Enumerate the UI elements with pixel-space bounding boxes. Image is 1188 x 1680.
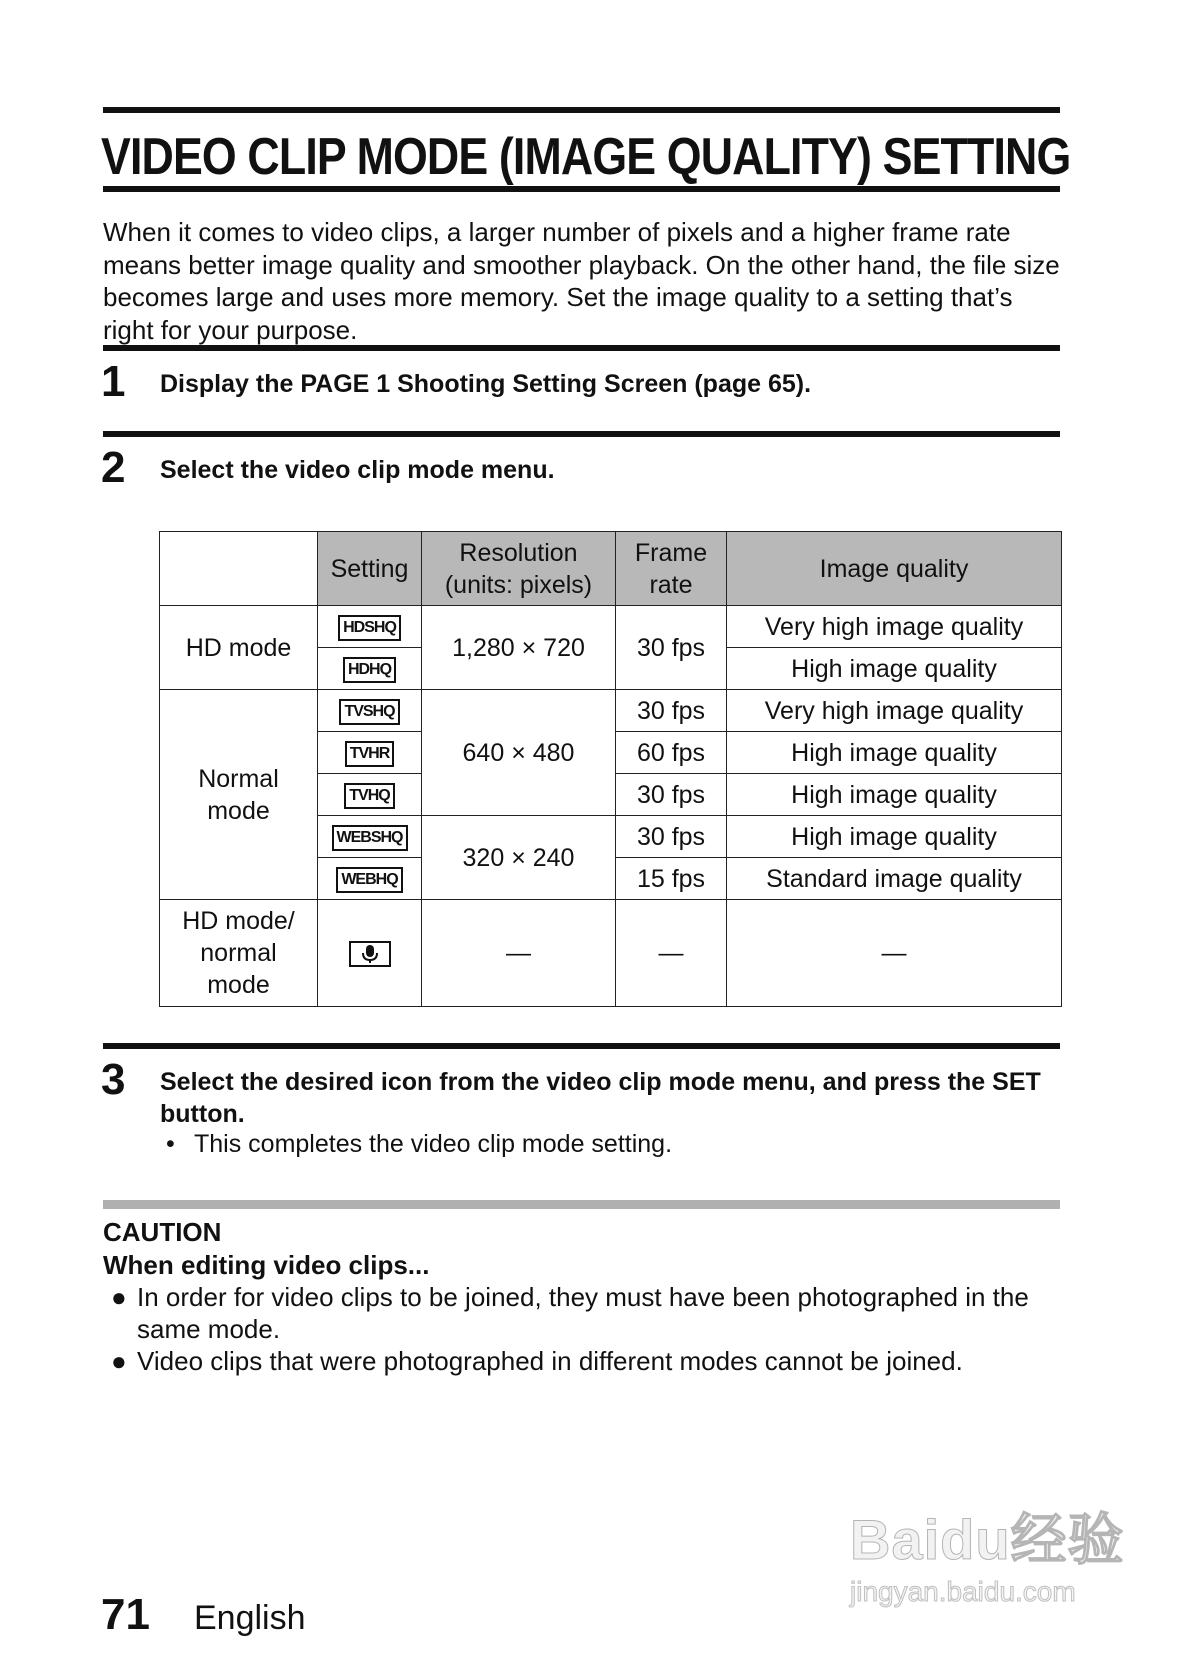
audio-quality: — [727,900,1062,1007]
hd-hq-icon: HDHQ [343,657,396,683]
step-3-note [166,1128,672,1160]
quality-cell: High image quality [727,732,1062,774]
table-row [160,690,1062,732]
header-image-quality: Image quality [727,532,1062,606]
web-hq-icon: WEBHQ [336,867,402,893]
frame-rate-cell: 30 fps [616,774,727,816]
tv-hq-icon: TVHQ [344,783,394,809]
bullet-icon: ● [111,1282,127,1312]
audio-frame-rate: — [616,900,727,1007]
bullet-icon: ● [111,1346,127,1376]
hd-resolution: 1,280 × 720 [422,606,616,690]
setting-cell [318,606,422,648]
step-1-text: Display the PAGE 1 Shooting Setting Screen (page 65). [160,370,812,398]
normal-mode-label: Normal mode [160,690,318,900]
table-row [160,900,1062,1007]
setting-cell [318,900,422,1007]
hd-frame-rate: 30 fps [616,606,727,690]
list-item [103,1345,1063,1377]
normal-resolution-640: 640 × 480 [422,690,616,816]
watermark-url: jingyan.baidu.com [850,1576,1076,1607]
caution-rule [103,1200,1060,1209]
step-2-text: Select the video clip mode menu. [160,456,555,484]
tv-shq-icon: TVSHQ [339,699,399,725]
title-bottom-rule [103,186,1060,192]
page-title: VIDEO CLIP MODE (IMAGE QUALITY) SETTING [101,128,1071,186]
header-resolution: Resolution (units: pixels) [422,532,616,606]
step-1-rule [103,345,1060,351]
frame-rate-cell: 30 fps [616,690,727,732]
title-top-rule [103,107,1060,113]
hd-mode-label: HD mode [160,606,318,690]
video-mode-table [159,531,1062,1007]
normal-resolution-320: 320 × 240 [422,816,616,900]
baidu-watermark [850,1510,1125,1608]
table-row [160,606,1062,648]
page-language: English [194,1599,306,1637]
quality-cell: Standard image quality [727,858,1062,900]
intro-paragraph: When it comes to video clips, a larger number of pixels and a higher frame rate means better image quality and smoother playback. On the other hand, the file size becomes large and uses more memory. Set the image quality to a setting that’s right for your purpose. [103,217,1060,345]
web-shq-icon: WEBSHQ [332,825,408,851]
caution-list [103,1281,1063,1377]
microphone-icon [349,941,391,967]
step-1-number: 1 [101,357,126,406]
setting-cell [318,732,422,774]
audio-resolution: — [422,900,616,1007]
setting-cell [318,858,422,900]
caution-item-text: In order for video clips to be joined, they must have been photographed in the same mode. [137,1282,1029,1344]
watermark-brand: Baidu经验 [850,1508,1125,1571]
step-3-note-text: This completes the video clip mode setting. [194,1130,673,1158]
frame-rate-cell: 15 fps [616,858,727,900]
step-3-text: Select the desired icon from the video clip mode menu, and press the SET button. [160,1068,1041,1128]
page-number: 71 [101,1590,150,1639]
quality-cell: Very high image quality [727,606,1062,648]
quality-cell: Very high image quality [727,690,1062,732]
header-frame-rate: Frame rate [616,532,727,606]
quality-cell: High image quality [727,774,1062,816]
tv-hr-icon: TVHR [345,741,395,767]
header-mode [160,532,318,606]
step-2-rule [103,431,1060,437]
table-header-row [160,532,1062,606]
quality-cell: High image quality [727,648,1062,690]
setting-cell [318,774,422,816]
step-2-number: 2 [101,443,126,492]
list-item [103,1281,1063,1345]
header-setting: Setting [318,532,422,606]
audio-mode-label: HD mode/ normal mode [160,900,318,1007]
caution-heading: CAUTION [103,1217,222,1247]
note-bullet: • [166,1130,175,1158]
step-3-rule [103,1043,1060,1049]
frame-rate-cell: 60 fps [616,732,727,774]
caution-subheading: When editing video clips... [103,1250,430,1280]
setting-cell [318,690,422,732]
setting-cell [318,648,422,690]
setting-cell [318,816,422,858]
frame-rate-cell: 30 fps [616,816,727,858]
caution-item-text: Video clips that were photographed in different modes cannot be joined. [137,1346,963,1376]
step-3-number: 3 [101,1055,126,1104]
quality-cell: High image quality [727,816,1062,858]
hd-shq-icon: HDSHQ [338,615,401,641]
